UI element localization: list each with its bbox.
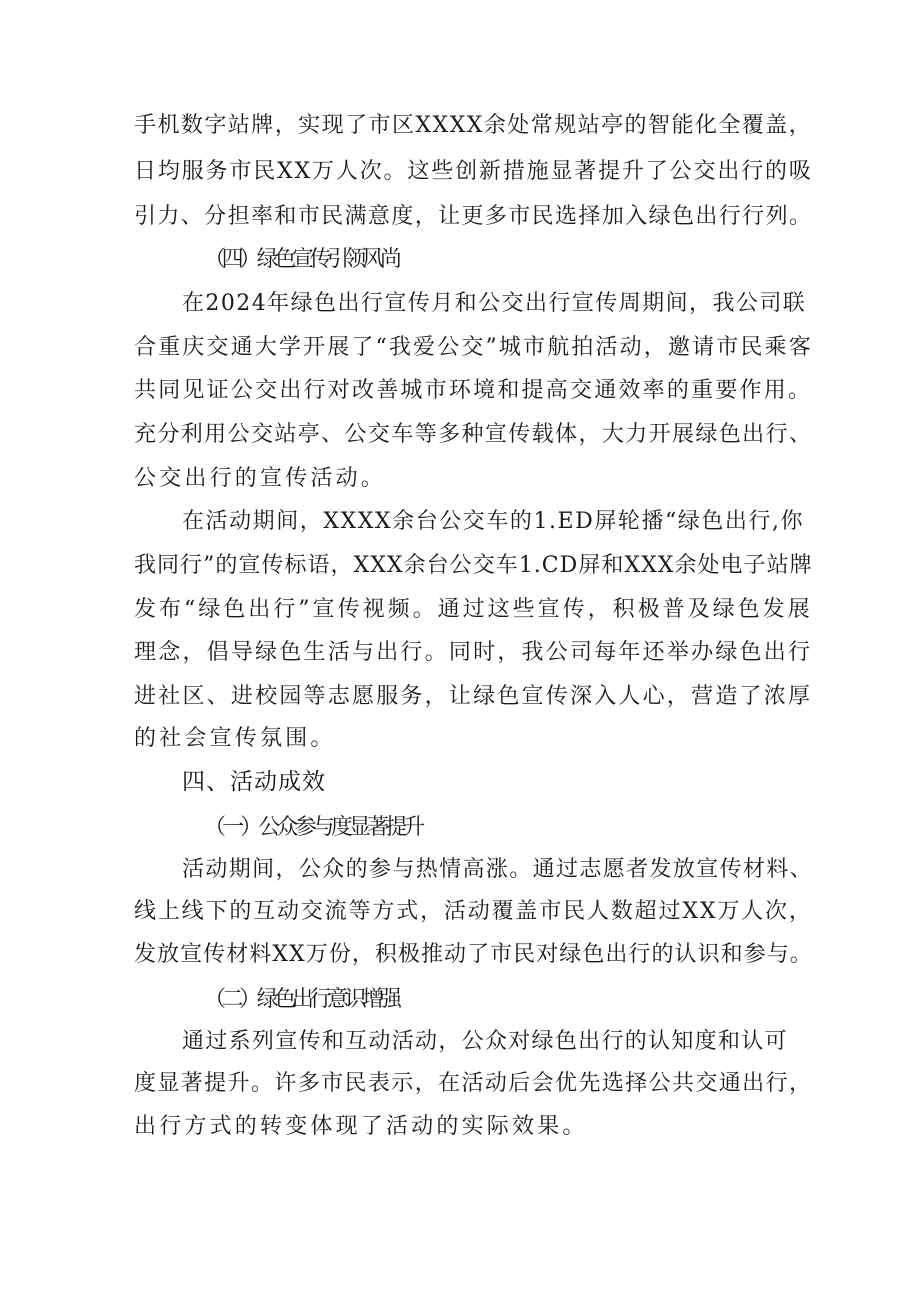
subsection-heading-4: （四）绿色宣传引领风尚 [204, 247, 398, 272]
body-text-line: 进社区、进校园等志愿服务，让绿色宣传深入人心，营造了浓厚 [134, 684, 813, 709]
body-text-line: 出行方式的转变体现了活动的实际效果。 [134, 1114, 588, 1139]
body-text-line: 线上线下的互动交流等方式，活动覆盖市民人数超过XX万人次， [134, 899, 813, 924]
body-text-line: 在活动期间，XXXX余台公交车的1.ED屏轮播“绿色出行,你 [182, 509, 805, 534]
body-text-line: 手机数字站牌，实现了市区XXXX余处常规站亭的智能化全覆盖， [134, 113, 813, 138]
subsection-heading-2: （二）绿色出行意识增强 [204, 987, 398, 1012]
body-text-line: 理念，倡导绿色生活与出行。同时，我公司每年还举办绿色出行 [134, 640, 813, 665]
body-text-line: 公交出行的宣传活动。 [134, 466, 387, 491]
body-text-line: 充分利用公交站亭、公交车等多种宣传载体，大力开展绿色出行、 [134, 422, 813, 447]
body-text-line: 在2024年绿色出行宣传月和公交出行宣传周期间，我公司联 [182, 291, 807, 316]
body-text-line: 合重庆交通大学开展了“我爱公交”城市航拍活动，邀请市民乘客 [134, 335, 813, 360]
body-text-line: 日均服务市民XX万人次。这些创新措施显著提升了公交出行的吸 [134, 159, 813, 184]
body-text-line: 活动期间，公众的参与热情高涨。通过志愿者发放宣传材料、 [182, 857, 814, 882]
body-text-line: 通过系列宣传和互动活动，公众对绿色出行的认知度和认可 [182, 1029, 788, 1054]
body-text-line: 度显著提升。许多市民表示，在活动后会优先选择公共交通出行， [134, 1071, 813, 1096]
body-text-line: 发布“绿色出行”宣传视频。通过这些宣传，积极普及绿色发展 [134, 597, 813, 622]
body-text-line: 发放宣传材料XX万份，积极推动了市民对绿色出行的认识和参与。 [134, 942, 813, 967]
body-text-line: 我同行”的宣传标语，XXX余台公交车1.CD屏和XXX余处电子站牌 [134, 553, 813, 578]
section-heading: 四、活动成效 [182, 769, 326, 795]
subsection-heading-1: （一）公众参与度显著提升 [204, 815, 422, 840]
body-text-line: 共同见证公交出行对改善城市环境和提高交通效率的重要作用。 [134, 378, 813, 403]
body-text-line: 的社会宣传氛围。 [134, 726, 336, 751]
body-text-line: 引力、分担率和市民满意度，让更多市民选择加入绿色出行行列。 [134, 204, 813, 229]
